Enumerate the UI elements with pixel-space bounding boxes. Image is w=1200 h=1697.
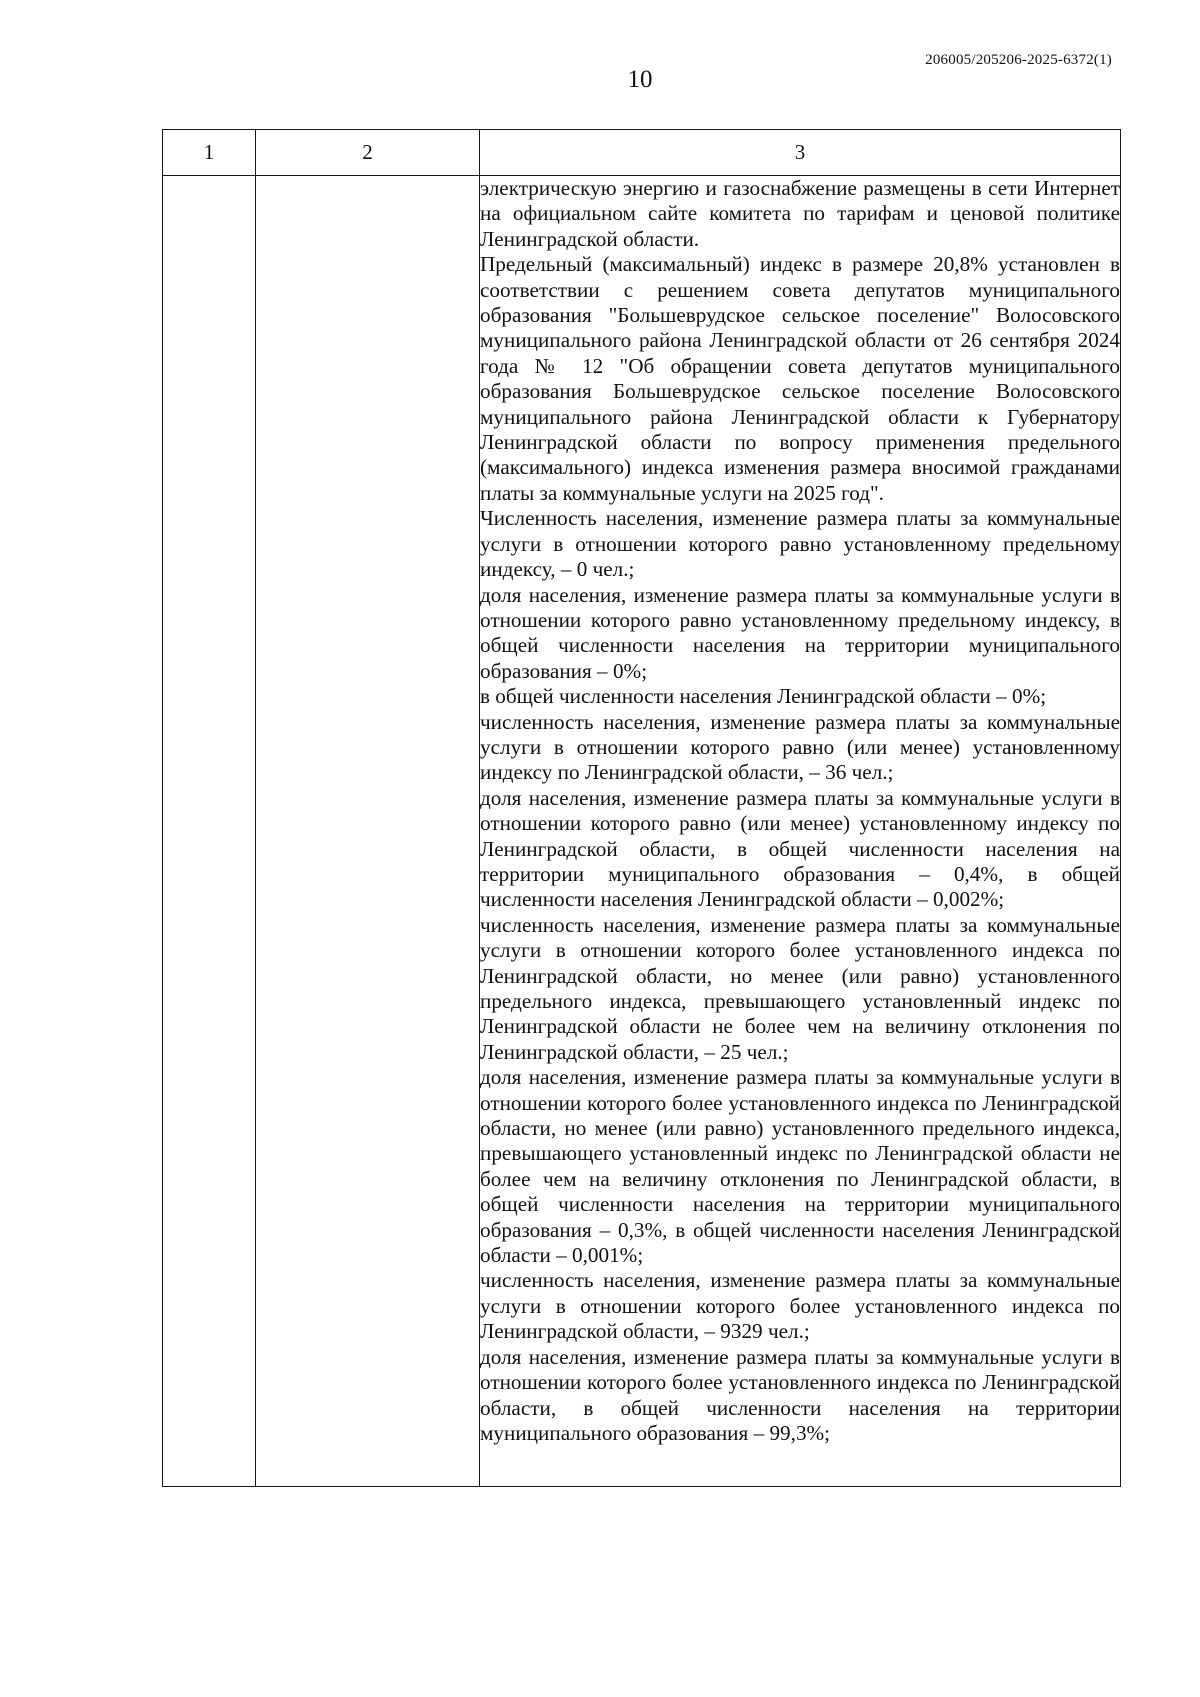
table-header-row — [163, 130, 1121, 176]
cell-col-2 — [256, 176, 480, 1487]
column-header-1: 1 — [163, 130, 256, 176]
paragraph: доля населения, изменение размера платы за коммунальные услуги в отношении которого равно (или менее) установленному индексу по Ленинградской области, в общей численности населения на территории муниципального образования – 0,4%, в общей численности населения Ленинградской области – 0,002%; — [480, 785, 1120, 912]
paragraph: Численность населения, изменение размера платы за коммунальные услуги в отношении которого равно установленному предельному индексу, – 0 чел.; — [480, 506, 1120, 582]
paragraph: электрическую энергию и газоснабжение размещены в сети Интернет на официальном сайте комитета по тарифам и ценовой политике Ленинградской области. — [480, 176, 1120, 251]
content-table — [162, 129, 1121, 1487]
table-row — [163, 176, 1121, 1487]
paragraph: численность населения, изменение размера платы за коммунальные услуги в отношении которого более установленного индекса по Ленинградской области, – 9329 чел.; — [480, 1268, 1120, 1344]
paragraph: доля населения, изменение размера платы за коммунальные услуги в отношении которого равно установленному предельному индексу, в общей численности населения на территории муниципального образования – 0%; — [480, 582, 1120, 683]
cell-col-3 — [480, 176, 1121, 1487]
cell-col-1 — [163, 176, 256, 1487]
paragraph: доля населения, изменение размера платы за коммунальные услуги в отношении которого более установленного индекса по Ленинградской области, но менее (или равно) установленного предельного индекса, превышающего установленный индекс по Ленинградской области не более чем на величину отклонения по Ленинградской области, в общей численности населения на территории муниципального образования – 0,3%, в общей численности населения Ленинградской области – 0,001%; — [480, 1065, 1120, 1268]
paragraph: в общей численности населения Ленинградской области – 0%; — [480, 684, 1047, 709]
page-number: 10 — [627, 66, 653, 93]
document-id: 206005/205206-2025-6372(1) — [925, 52, 1112, 68]
paragraph: численность населения, изменение размера платы за коммунальные услуги в отношении которого равно (или менее) установленному индексу по Ленинградской области, – 36 чел.; — [480, 709, 1120, 785]
paragraph: численность населения, изменение размера платы за коммунальные услуги в отношении которого более установленного индекса по Ленинградской области, но менее (или равно) установленного предельного индекса, превышающего установленный индекс по Ленинградской области не более чем на величину отклонения по Ленинградской области, – 25 чел.; — [480, 912, 1120, 1064]
paragraph: Предельный (максимальный) индекс в размере 20,8% установлен в соответствии с решением совета депутатов муниципального образования "Большеврудское сельское поселение" Волосовского муниципального района Ленинградской области от 26 сентября 2024 года № 12 "Об обращении совета депутатов муниципального образования Большеврудское сельское поселение Волосовского муниципального района Ленинградской области к Губернатору Ленинградской области по вопросу применения предельного (максимального) индекса изменения размера вносимой гражданами платы за коммунальные услуги на 2025 год". — [480, 252, 1120, 505]
column-header-2: 2 — [256, 130, 480, 176]
paragraph: доля населения, изменение размера платы за коммунальные услуги в отношении которого более установленного индекса по Ленинградской области, в общей численности населения на территории муниципального образования – 99,3%; — [480, 1344, 1120, 1445]
column-header-3: 3 — [480, 130, 1121, 176]
